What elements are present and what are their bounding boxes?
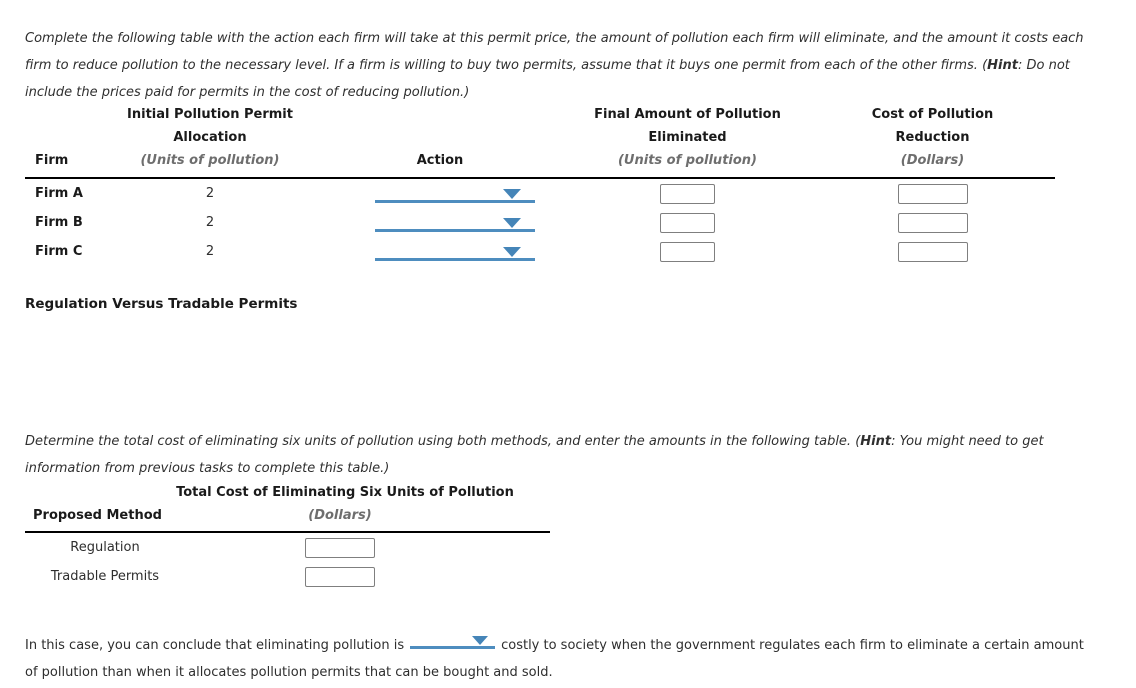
firm-b-allocation: 2 bbox=[205, 215, 215, 230]
action-dropdown-firm-c[interactable] bbox=[375, 242, 535, 261]
cost-input-firm-b[interactable] bbox=[898, 213, 968, 233]
cost-header-line1: Cost of Pollution bbox=[871, 107, 994, 122]
chevron-down-icon bbox=[503, 247, 521, 257]
chevron-down-icon bbox=[503, 189, 521, 199]
tradable-permits-cost-input[interactable] bbox=[305, 567, 375, 587]
column-header-action bbox=[315, 103, 565, 172]
action-dropdown-firm-a[interactable] bbox=[375, 184, 535, 203]
eliminated-input-firm-a[interactable] bbox=[660, 184, 715, 204]
firm-b-label: Firm B bbox=[35, 215, 83, 230]
table-row-regulation bbox=[25, 533, 550, 562]
cost-table-title: Total Cost of Eliminating Six Units of Pollution bbox=[176, 485, 514, 500]
column-header-final-eliminated bbox=[565, 103, 810, 172]
action-dropdown-firm-b[interactable] bbox=[375, 213, 535, 232]
eliminated-header-line1: Final Amount of Pollution bbox=[594, 107, 781, 122]
eliminated-input-firm-c[interactable] bbox=[660, 242, 715, 262]
column-header-firm bbox=[25, 103, 105, 172]
permit-table-header bbox=[25, 103, 1055, 179]
permit-table bbox=[25, 103, 1055, 266]
task2-instructions bbox=[25, 428, 1085, 482]
cost-table bbox=[25, 482, 550, 591]
cost-header-units: (Dollars) bbox=[900, 153, 965, 168]
table-row-firm-c bbox=[25, 237, 1055, 266]
column-header-cost bbox=[810, 103, 1055, 172]
firm-a-allocation: 2 bbox=[205, 186, 215, 201]
cost-header-line2: Reduction bbox=[895, 130, 970, 145]
eliminated-input-firm-b[interactable] bbox=[660, 213, 715, 233]
allocation-header-units: (Units of pollution) bbox=[140, 153, 280, 168]
regulation-cost-input[interactable] bbox=[305, 538, 375, 558]
action-header-label: Action bbox=[416, 153, 464, 168]
table-row-firm-b bbox=[25, 208, 1055, 237]
conclusion-sentence bbox=[25, 632, 1090, 686]
eliminated-header-units: (Units of pollution) bbox=[617, 153, 757, 168]
conclusion-dropdown[interactable] bbox=[410, 633, 495, 649]
column-header-dollars: (Dollars) bbox=[308, 508, 372, 523]
conclusion-text-2: costly to society when the government regulates each firm to eliminate a certain amount of pollution than when it allocates pollution permits that can be bought and sold. bbox=[25, 638, 1084, 680]
eliminated-header-line2: Eliminated bbox=[648, 130, 727, 145]
tradable-permits-label: Tradable Permits bbox=[50, 569, 160, 584]
cost-input-firm-a[interactable] bbox=[898, 184, 968, 204]
section-heading: Regulation Versus Tradable Permits bbox=[25, 296, 298, 312]
table-row-firm-a bbox=[25, 179, 1055, 208]
intro-text-1: Complete the following table with the action each firm will take at this permit price, the amount of pollution each firm will eliminate, and the amount it costs each firm to reduce pollution to the necessary level. If a firm is willing to buy two permits, assume that it buys one permit from each of the other firms. ( bbox=[25, 31, 1084, 73]
cost-input-firm-c[interactable] bbox=[898, 242, 968, 262]
firm-c-allocation: 2 bbox=[205, 244, 215, 259]
task2-text-1: Determine the total cost of eliminating six units of pollution using both methods, and enter the amounts in the following table. ( bbox=[25, 434, 861, 449]
allocation-header-line1: Initial Pollution Permit bbox=[127, 107, 293, 122]
allocation-header-line2: Allocation bbox=[173, 130, 247, 145]
chevron-down-icon bbox=[472, 636, 488, 645]
intro-hint-label: Hint bbox=[987, 58, 1018, 73]
firm-c-label: Firm C bbox=[35, 244, 83, 259]
intro-instructions bbox=[25, 25, 1085, 106]
intro-text-2: : Do not include the prices paid for permits in the cost of reducing pollution.) bbox=[25, 58, 1070, 100]
task2-text-2: : You might need to get information from previous tasks to complete this table.) bbox=[25, 434, 1044, 476]
regulation-label: Regulation bbox=[70, 540, 140, 555]
table-row-tradable-permits bbox=[25, 562, 550, 591]
task2-hint-label: Hint bbox=[860, 434, 892, 449]
column-header-initial-allocation bbox=[105, 103, 315, 172]
chevron-down-icon bbox=[503, 218, 521, 228]
conclusion-text-1: In this case, you can conclude that eliminating pollution is bbox=[25, 638, 405, 653]
column-header-proposed-method: Proposed Method bbox=[33, 508, 162, 523]
cost-table-header bbox=[25, 504, 550, 533]
firm-a-label: Firm A bbox=[35, 186, 83, 201]
firm-header-label: Firm bbox=[35, 153, 69, 168]
